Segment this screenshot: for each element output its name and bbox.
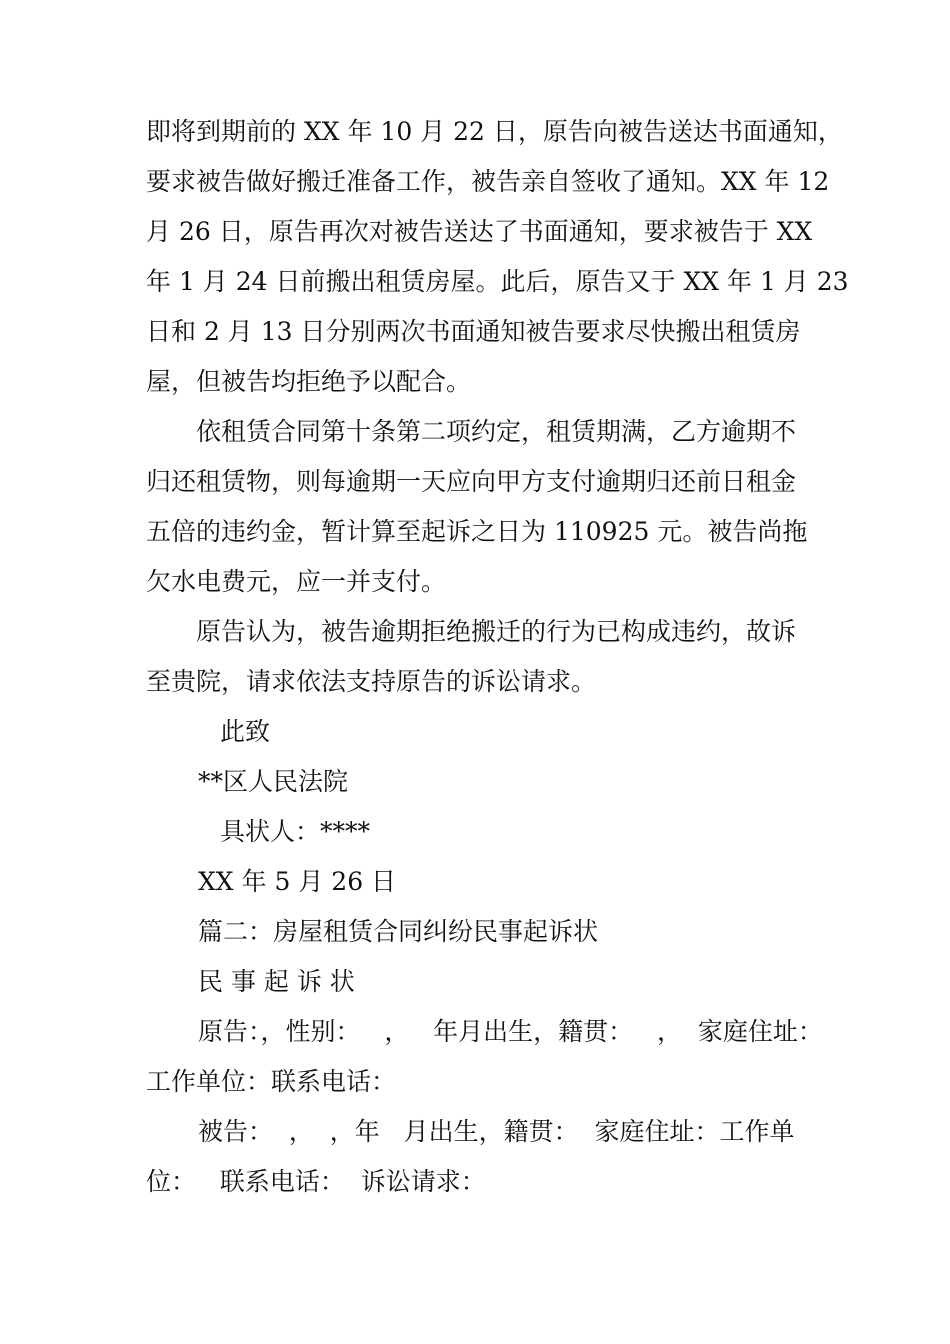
salutation: 此致 <box>220 717 271 746</box>
plaintiff-line: 原告：，性别： ， 年月出生，籍贯： ， 家庭住址： <box>198 1017 823 1046</box>
paragraph-line: 月 26 日，原告再次对被告送达了书面通知，要求被告于 XX <box>146 217 813 246</box>
paragraph-line: 五倍的违约金，暂计算至起诉之日为 110925 元。被告尚拖 <box>146 517 808 546</box>
paragraph-line: 归还租赁物，则每逾期一天应向甲方支付逾期归还前日租金 <box>146 467 797 496</box>
paragraph-line: 日和 2 月 13 日分别两次书面通知被告要求尽快搬出租赁房 <box>146 317 801 346</box>
court-name: **区人民法院 <box>198 767 349 796</box>
signatory: 具状人：**** <box>220 817 371 846</box>
paragraph-line: 依租赁合同第十条第二项约定，租赁期满，乙方逾期不 <box>196 417 797 446</box>
defendant-line: 位： 联系电话： 诉讼请求： <box>146 1167 486 1196</box>
paragraph-line: 欠水电费元，应一并支付。 <box>146 567 447 596</box>
paragraph-line: 屋，但被告均拒绝予以配合。 <box>146 367 472 396</box>
paragraph-line: 原告认为，被告逾期拒绝搬迁的行为已构成违约，故诉 <box>196 617 797 646</box>
paragraph-line: 年 1 月 24 日前搬出租赁房屋。此后，原告又于 XX 年 1 月 23 <box>146 267 849 296</box>
paragraph-line: 即将到期前的 XX 年 10 月 22 日，原告向被告送达书面通知， <box>146 117 843 146</box>
defendant-line: 被告： ， ，年 月出生，籍贯： 家庭住址：工作单 <box>198 1117 795 1146</box>
paragraph-line: 至贵院，请求依法支持原告的诉讼请求。 <box>146 667 597 696</box>
document-heading: 民 事 起 诉 状 <box>198 967 355 996</box>
paragraph-line: 要求被告做好搬迁准备工作，被告亲自签收了通知。XX 年 12 <box>146 167 830 196</box>
section-title: 篇二：房屋租赁合同纠纷民事起诉状 <box>198 917 599 946</box>
plaintiff-line: 工作单位：联系电话： <box>146 1067 397 1096</box>
date-line: XX 年 5 月 26 日 <box>198 867 397 896</box>
